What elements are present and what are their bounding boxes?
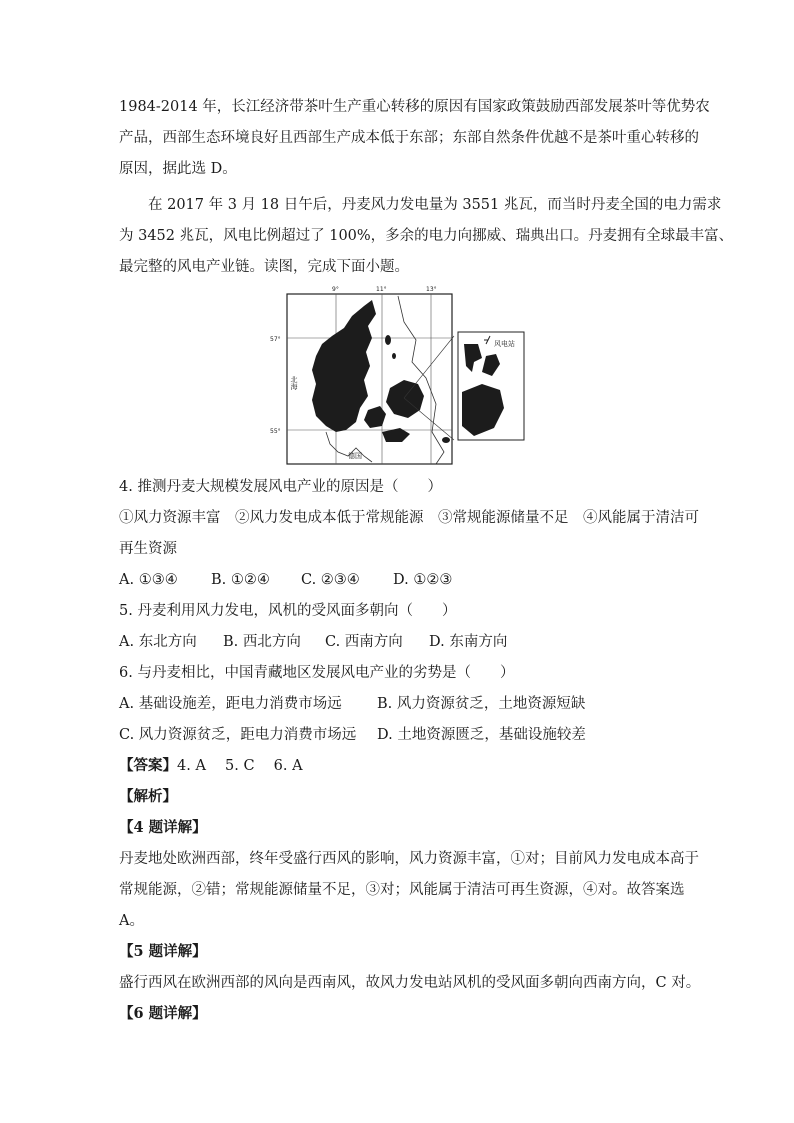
intro-line-3: 原因，据此选 D。	[119, 161, 237, 177]
q5-option-c: C. 西南方向	[325, 634, 403, 650]
intro-line-2: 产品，西部生态环境良好且西部生产成本低于东部；东部自然条件优越不是茶叶重心转移的	[119, 130, 699, 146]
q5-option-d: D. 东南方向	[429, 634, 508, 650]
q6-detail-heading: 【6 题详解】	[119, 1005, 207, 1022]
q6-stem: 6. 与丹麦相比，中国青藏地区发展风电产业的劣势是（ ）	[119, 665, 515, 681]
q4-option-c: C. ②③④	[301, 572, 360, 588]
q6-option-b: B. 风力资源贫乏，土地资源短缺	[377, 696, 586, 712]
q5-option-a: A. 东北方向	[119, 634, 197, 650]
answer-label: 【答案】	[119, 757, 177, 774]
q4-options	[119, 569, 452, 591]
q6-options-row-2	[119, 724, 586, 746]
q4-option-a: A. ①③④	[119, 572, 178, 588]
intro-line-1: 1984-2014 年，长江经济带茶叶生产重心转移的原因有国家政策鼓励西部发展茶叶等优势农	[119, 99, 710, 115]
denmark-map	[270, 286, 526, 468]
country-label: 德国	[348, 452, 362, 460]
q6-option-a: A. 基础设施差，距电力消费市场远	[119, 696, 342, 712]
q5-detail-heading: 【5 题详解】	[119, 943, 207, 960]
q4-option-d: D. ①②③	[393, 572, 453, 588]
passage-line-3: 最完整的风电产业链。读图，完成下面小题。	[119, 259, 409, 275]
q4-option-b: B. ①②④	[211, 572, 270, 588]
q5-stem: 5. 丹麦利用风力发电，风机的受风面多朝向（ ）	[119, 603, 457, 619]
answer-line	[119, 755, 303, 777]
sea-label: 北海	[290, 376, 298, 390]
lon-label-11: 11°	[376, 286, 387, 293]
q6-option-d: D. 土地资源匮乏，基础设施较差	[377, 727, 586, 743]
q4-detail-line-2: 常规能源，②错；常规能源储量不足，③对；风能属于清洁可再生资源，④对。故答案选	[119, 882, 685, 898]
denmark-map-figure	[270, 286, 526, 468]
q5-option-b: B. 西北方向	[223, 634, 301, 650]
analysis-label: 【解析】	[119, 788, 177, 805]
q5-detail-line-1: 盛行西风在欧洲西部的风向是西南风，故风力发电站风机的受风面多朝向西南方向，C 对。	[119, 975, 701, 991]
passage-line-2: 为 3452 兆瓦，风电比例超过了 100%，多余的电力向挪威、瑞典出口。丹麦拥有全球最丰富、	[119, 228, 734, 244]
q4-stem: 4. 推测丹麦大规模发展风电产业的原因是（ ）	[119, 479, 442, 495]
q6-option-c: C. 风力资源贫乏，距电力消费市场远	[119, 727, 357, 743]
lat-label-57: 57°	[270, 336, 281, 343]
lon-label-9: 9°	[332, 286, 339, 293]
q6-options-row-1	[119, 693, 585, 715]
q4-detail-line-3: A。	[119, 913, 144, 929]
q4-detail-line-1: 丹麦地处欧洲西部，终年受盛行西风的影响，风力资源丰富，①对；目前风力发电成本高于	[119, 851, 699, 867]
answer-text: 4. A 5. C 6. A	[177, 758, 303, 774]
inset-label: 风电站	[494, 340, 515, 348]
passage-line-1: 在 2017 年 3 月 18 日午后，丹麦风力发电量为 3551 兆瓦，而当时丹麦全国的电力需求	[148, 197, 722, 213]
lat-label-55: 55°	[270, 428, 281, 435]
q4-detail-heading: 【4 题详解】	[119, 819, 207, 836]
lon-label-13: 13°	[426, 286, 437, 293]
q5-options	[119, 631, 507, 653]
q4-items-line-1: ①风力资源丰富 ②风力发电成本低于常规能源 ③常规能源储量不足 ④风能属于清洁可	[119, 510, 699, 526]
q4-items-line-2: 再生资源	[119, 541, 177, 557]
